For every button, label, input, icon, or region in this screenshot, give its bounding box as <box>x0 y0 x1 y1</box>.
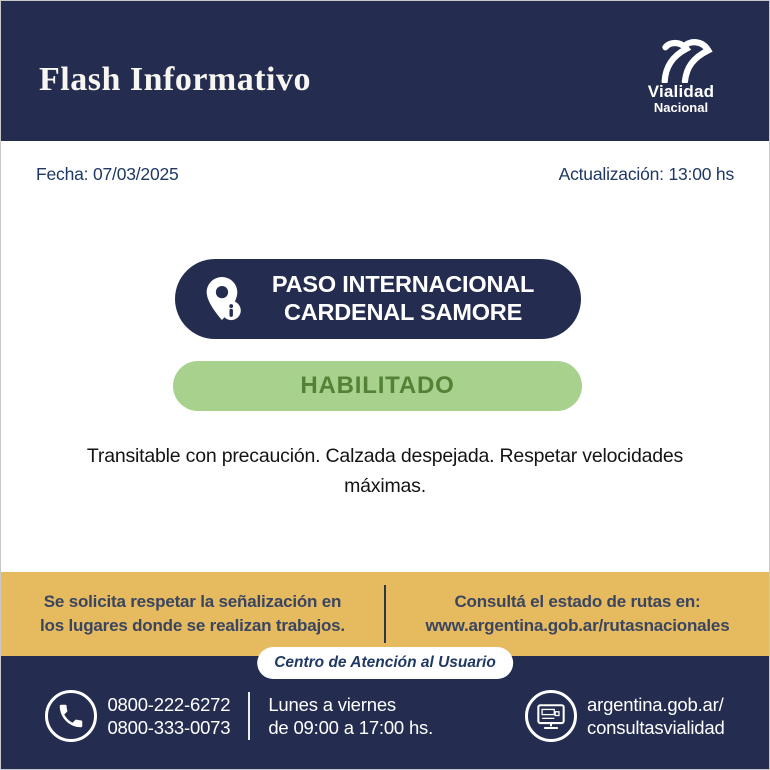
phone-numbers <box>107 693 230 739</box>
vialidad-nacional-logo <box>633 27 729 116</box>
notice-left <box>1 590 384 638</box>
notice-right-line-1: Consultá el estado de rutas en: <box>454 592 701 612</box>
logo-text-vialidad: Vialidad <box>647 82 715 101</box>
hours-line-1: Lunes a viernes <box>268 693 396 715</box>
website-text <box>587 693 725 739</box>
header <box>1 1 769 141</box>
logo-text-nacional: Nacional <box>653 99 709 115</box>
location-pin-info-icon <box>199 274 245 324</box>
pass-name-line-2: CARDENAL SAMORE <box>283 299 523 325</box>
status-pill <box>173 361 582 411</box>
notice-band <box>1 572 769 656</box>
date-label: Fecha: 07/03/2025 <box>36 164 179 184</box>
website-line-1[interactable]: argentina.gob.ar/ <box>587 693 724 715</box>
website-line-2[interactable]: consultasvialidad <box>587 717 725 738</box>
computer-monitor-icon <box>525 690 577 742</box>
pass-name-card <box>175 259 581 339</box>
status-badge: HABILITADO <box>300 372 455 399</box>
footer-divider <box>248 692 250 740</box>
notice-left-line-1: Se solicita respetar la señalización en <box>43 592 342 612</box>
phone-number-2: 0800-333-0073 <box>107 717 231 738</box>
road-condition-text: Transitable con precaución. Calzada despejada. Respetar velocidades máximas. <box>86 445 684 498</box>
update-label: Actualización: 13:00 hs <box>558 164 734 184</box>
pass-name-line-1: PASO INTERNACIONAL <box>271 271 535 298</box>
routes-status-url[interactable]: www.argentina.gob.ar/rutasnacionales <box>425 616 730 635</box>
page-title: Flash Informativo <box>39 61 311 98</box>
notice-right <box>386 590 769 638</box>
service-hours <box>268 693 433 739</box>
phone-icon <box>45 690 97 742</box>
notice-left-line-2: los lugares donde se realizan trabajos. <box>40 616 345 635</box>
user-support-badge: Centro de Atención al Usuario <box>257 647 513 679</box>
phone-number-1: 0800-222-6272 <box>107 693 231 715</box>
hours-line-2: de 09:00 a 17:00 hs. <box>268 717 434 738</box>
road-swoosh-icon <box>641 27 721 83</box>
footer-contact-row <box>1 690 769 742</box>
pass-name <box>245 271 581 326</box>
info-bar <box>36 164 734 185</box>
